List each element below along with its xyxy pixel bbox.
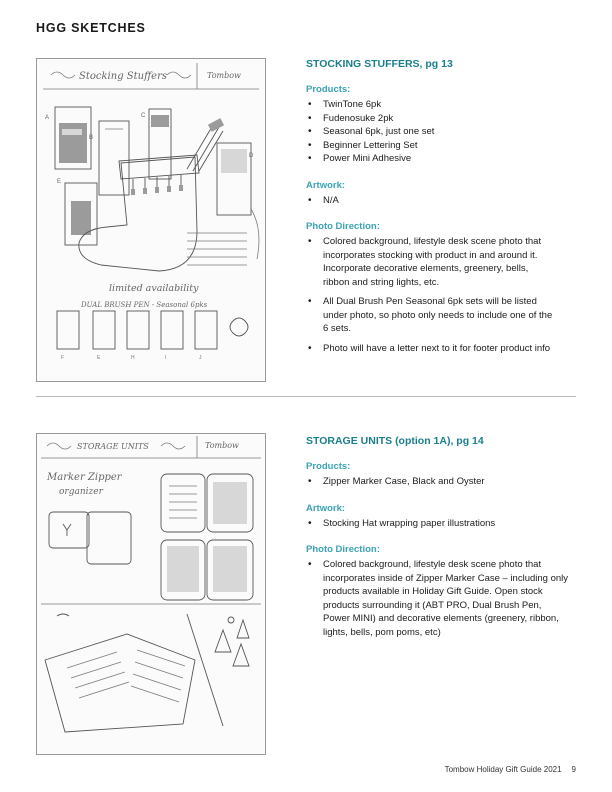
bottom-letter-5: J — [199, 355, 202, 361]
letter-b: B — [89, 135, 94, 141]
artwork-label: Artwork: — [306, 502, 346, 514]
stocking-sketch-drawing — [37, 59, 265, 381]
products-label: Products: — [306, 84, 351, 95]
bottom-letter-2: E — [97, 355, 101, 361]
products-list — [306, 475, 586, 489]
sketch-note-organizer: organizer — [59, 487, 103, 497]
letter-c: C — [141, 113, 146, 119]
storage-sketch-drawing — [37, 434, 265, 754]
bottom-letter-4: I — [165, 355, 167, 361]
storage-units-sketch — [36, 433, 266, 755]
photo-direction-list — [306, 235, 556, 355]
artwork-list — [306, 517, 586, 531]
product-item: • Zipper Marker Case, Black and Oyster — [306, 475, 586, 489]
page-number: 9 — [571, 765, 576, 774]
product-item: • Fudenosuke 2pk — [306, 112, 586, 126]
storage-units-section — [306, 435, 586, 653]
letter-d: D — [249, 153, 254, 159]
photo-direction-item: • Colored background, lifestyle desk scene photo that incorporates inside of Zipper Marker Case – including only products available in Holiday Gift Guide. Open stock products surrounding it (ABT PRO, Dual Brush Pen, Power MINI) and decorative elements (greenery, ribbon, lights, bells, pom poms, etc) — [306, 558, 568, 639]
footer-text: Tombow Holiday Gift Guide 2021 — [444, 765, 562, 774]
sketch-logo-text: Tombow — [205, 441, 239, 450]
bottom-letter-3: H — [131, 355, 135, 361]
artwork-list — [306, 194, 586, 208]
photo-direction-label: Photo Direction: — [306, 544, 380, 555]
stocking-stuffers-sketch — [36, 58, 266, 382]
sketch-logo-text: Tombow — [207, 71, 241, 80]
product-item: • Beginner Lettering Set — [306, 139, 586, 153]
section-title: STOCKING STUFFERS, pg 13 — [306, 58, 453, 70]
letter-e: E — [57, 179, 62, 185]
product-item: • TwinTone 6pk — [306, 98, 586, 112]
photo-direction-item: • Photo will have a letter next to it for footer product info — [306, 342, 598, 356]
footer — [445, 765, 576, 774]
photo-direction-label: Photo Direction: — [306, 221, 380, 232]
bottom-letter-1: F — [61, 355, 65, 361]
sketch-header-text: Stocking Stuffers — [79, 71, 167, 82]
section-title: STORAGE UNITS (option 1A), pg 14 — [306, 435, 484, 447]
sketch-note-marker: Marker Zipper — [47, 472, 122, 483]
product-item: • Seasonal 6pk, just one set — [306, 125, 586, 139]
sketch-note-dual-brush: DUAL BRUSH PEN - Seasonal 6pks — [81, 301, 208, 309]
stocking-stuffers-section — [306, 58, 586, 369]
photo-direction-list — [306, 558, 568, 639]
artwork-label: Artwork: — [306, 179, 346, 191]
product-item: • Power Mini Adhesive — [306, 152, 586, 166]
photo-direction-item: • Colored background, lifestyle desk scene photo that incorporates stocking with product in and around it. Incorporate decorative elements, greenery, bells, ribbon and string lights, etc. — [306, 235, 556, 289]
sketch-header-text: STORAGE UNITS — [77, 442, 149, 451]
products-label: Products: — [306, 461, 351, 472]
section-divider — [36, 396, 576, 397]
page-title: HGG SKETCHES — [36, 21, 146, 35]
sketch-note-limited: limited availability — [109, 283, 199, 294]
photo-direction-item: • All Dual Brush Pen Seasonal 6pk sets will be listed under photo, so photo only needs to include one of the 6 sets. — [306, 295, 556, 336]
products-list — [306, 98, 586, 166]
letter-a: A — [45, 115, 50, 121]
artwork-item: • Stocking Hat wrapping paper illustrations — [306, 517, 586, 531]
artwork-item: • N/A — [306, 194, 586, 208]
